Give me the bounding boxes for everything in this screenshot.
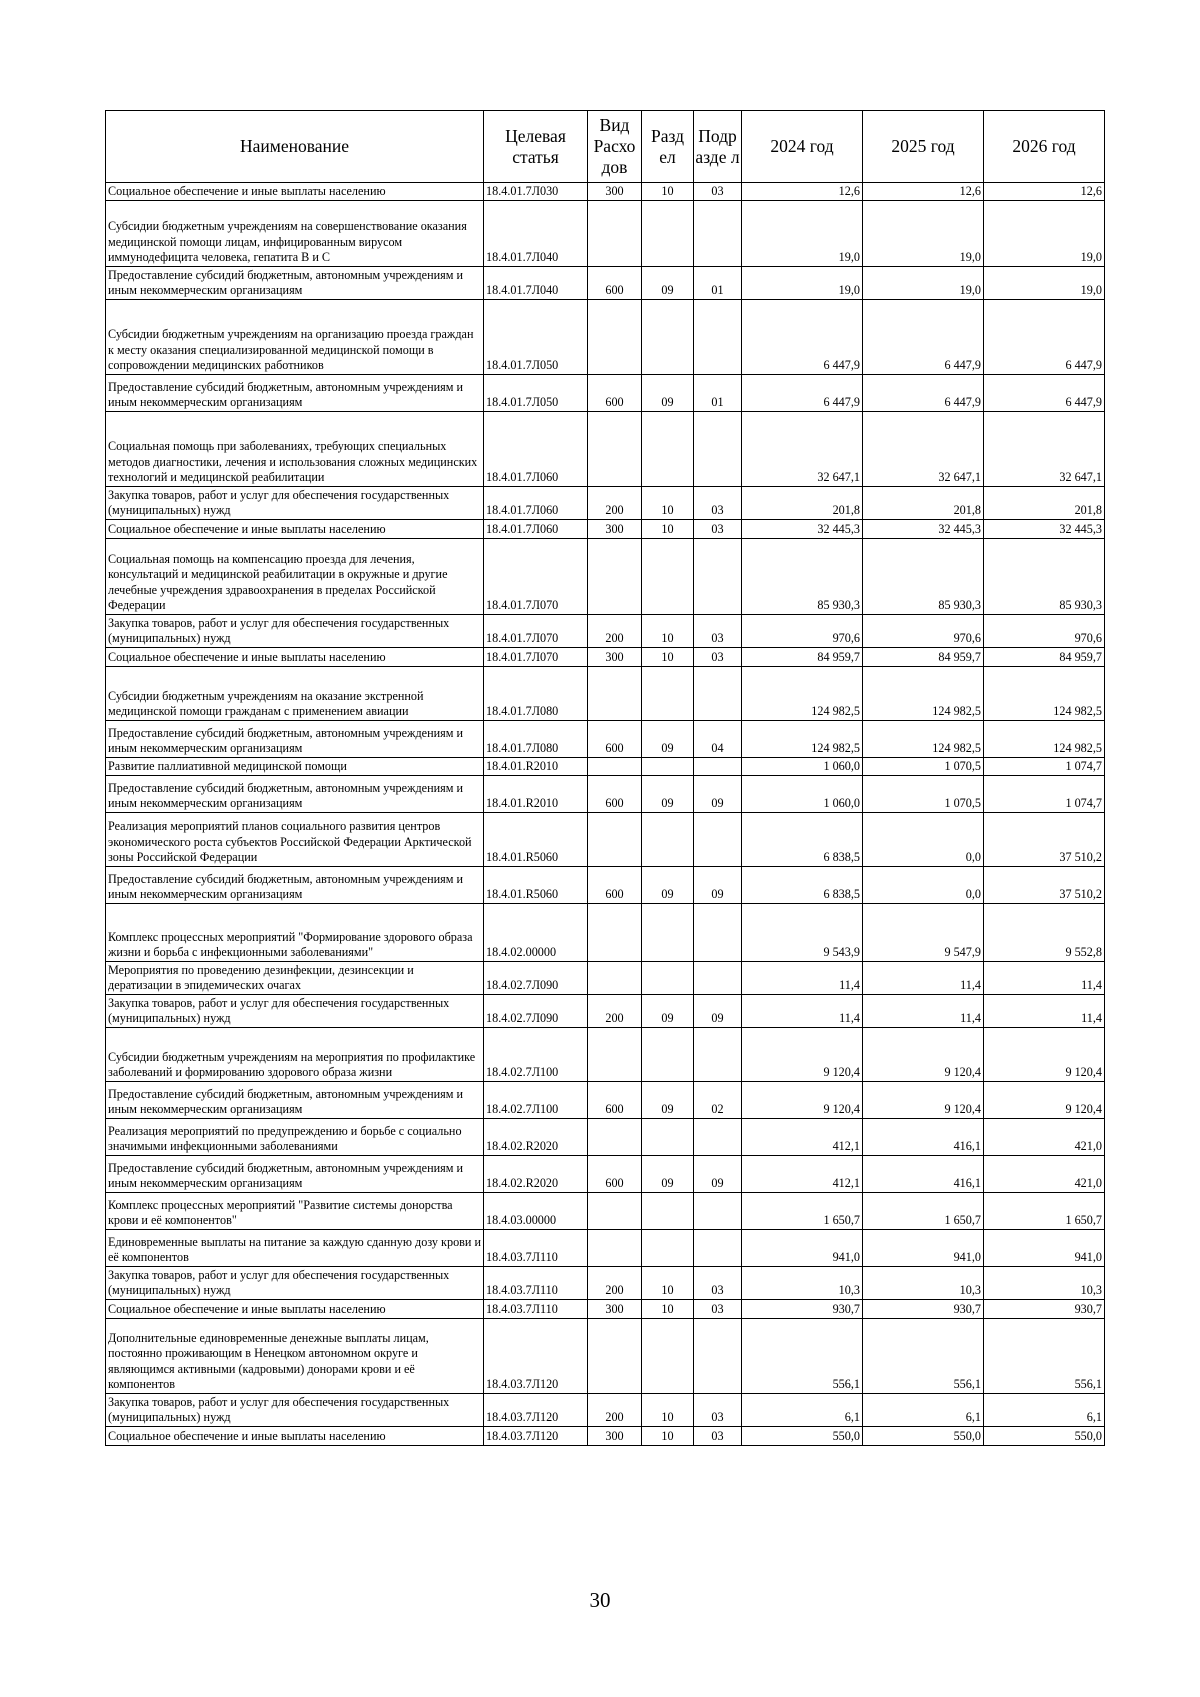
cell-2025: 930,7 (863, 1300, 984, 1319)
cell-2024: 6 447,9 (742, 300, 863, 375)
cell-kind: 200 (588, 995, 642, 1028)
table-row (106, 201, 1105, 267)
table-row (106, 1028, 1105, 1082)
cell-section: 10 (642, 648, 694, 667)
cell-2025: 32 445,3 (863, 520, 984, 539)
cell-article: 18.4.03.7Л110 (484, 1267, 588, 1300)
cell-article: 18.4.03.7Л110 (484, 1300, 588, 1319)
cell-section: 10 (642, 1427, 694, 1446)
table-row (106, 667, 1105, 721)
table-row (106, 1394, 1105, 1427)
cell-subsection: 09 (694, 995, 742, 1028)
cell-subsection (694, 667, 742, 721)
cell-section: 10 (642, 487, 694, 520)
cell-2025: 6 447,9 (863, 300, 984, 375)
cell-section (642, 1193, 694, 1230)
cell-kind (588, 758, 642, 776)
cell-name: Предоставление субсидий бюджетным, автономным учреждениям и иным некоммерческим организациям (106, 1082, 484, 1119)
cell-kind: 600 (588, 1156, 642, 1193)
cell-subsection: 01 (694, 267, 742, 300)
cell-section (642, 201, 694, 267)
cell-kind (588, 1028, 642, 1082)
cell-2024: 1 650,7 (742, 1193, 863, 1230)
cell-article: 18.4.03.7Л120 (484, 1394, 588, 1427)
cell-2025: 416,1 (863, 1156, 984, 1193)
cell-name: Закупка товаров, работ и услуг для обеспечения государственных (муниципальных) нужд (106, 1267, 484, 1300)
cell-article: 18.4.02.7Л090 (484, 962, 588, 995)
cell-name: Реализация мероприятий по предупреждению и борьбе с социально значимыми инфекционными заболеваниями (106, 1119, 484, 1156)
cell-name: Единовременные выплаты на питание за каждую сданную дозу крови и её компонентов (106, 1230, 484, 1267)
cell-kind: 600 (588, 776, 642, 813)
cell-subsection: 03 (694, 1300, 742, 1319)
table-body (106, 183, 1105, 1446)
cell-subsection: 03 (694, 1394, 742, 1427)
cell-section (642, 1319, 694, 1394)
table-row (106, 1319, 1105, 1394)
cell-article: 18.4.03.7Л110 (484, 1230, 588, 1267)
cell-2025: 124 982,5 (863, 721, 984, 758)
cell-2024: 85 930,3 (742, 539, 863, 615)
table-row (106, 1119, 1105, 1156)
cell-name: Закупка товаров, работ и услуг для обеспечения государственных (муниципальных) нужд (106, 487, 484, 520)
cell-name: Комплекс процессных мероприятий "Развитие системы донорства крови и её компонентов" (106, 1193, 484, 1230)
cell-name: Субсидии бюджетным учреждениям на мероприятия по профилактике заболеваний и формированию здорового образа жизни (106, 1028, 484, 1082)
cell-2024: 9 120,4 (742, 1082, 863, 1119)
cell-subsection: 03 (694, 487, 742, 520)
cell-subsection (694, 1319, 742, 1394)
cell-2025: 6,1 (863, 1394, 984, 1427)
cell-subsection: 04 (694, 721, 742, 758)
cell-2024: 9 543,9 (742, 904, 863, 962)
table-row (106, 721, 1105, 758)
cell-name: Мероприятия по проведению дезинфекции, дезинсекции и дератизации в эпидемических очагах (106, 962, 484, 995)
cell-2026: 1 074,7 (984, 758, 1105, 776)
cell-section (642, 1119, 694, 1156)
cell-section: 10 (642, 520, 694, 539)
table-row (106, 183, 1105, 201)
cell-2026: 550,0 (984, 1427, 1105, 1446)
cell-2024: 6 838,5 (742, 813, 863, 867)
table-row (106, 1082, 1105, 1119)
cell-2024: 6 838,5 (742, 867, 863, 904)
cell-subsection (694, 962, 742, 995)
table-row (106, 1300, 1105, 1319)
cell-2025: 416,1 (863, 1119, 984, 1156)
cell-2026: 84 959,7 (984, 648, 1105, 667)
cell-article: 18.4.01.7Л070 (484, 615, 588, 648)
cell-2024: 19,0 (742, 267, 863, 300)
cell-2025: 1 650,7 (863, 1193, 984, 1230)
cell-2026: 32 647,1 (984, 412, 1105, 487)
cell-subsection: 03 (694, 1267, 742, 1300)
cell-subsection: 09 (694, 776, 742, 813)
cell-kind: 200 (588, 487, 642, 520)
cell-2026: 1 650,7 (984, 1193, 1105, 1230)
cell-2025: 9 120,4 (863, 1082, 984, 1119)
cell-2026: 421,0 (984, 1156, 1105, 1193)
cell-article: 18.4.01.7Л050 (484, 375, 588, 412)
cell-2025: 1 070,5 (863, 758, 984, 776)
table-row (106, 776, 1105, 813)
cell-name: Предоставление субсидий бюджетным, автономным учреждениям и иным некоммерческим организациям (106, 1156, 484, 1193)
cell-article: 18.4.01.R2010 (484, 776, 588, 813)
cell-section (642, 667, 694, 721)
cell-subsection (694, 1193, 742, 1230)
cell-2024: 412,1 (742, 1156, 863, 1193)
table-row (106, 300, 1105, 375)
cell-2026: 85 930,3 (984, 539, 1105, 615)
cell-section: 10 (642, 1394, 694, 1427)
cell-subsection (694, 758, 742, 776)
cell-article: 18.4.01.7Л040 (484, 201, 588, 267)
cell-2026: 6,1 (984, 1394, 1105, 1427)
cell-section: 09 (642, 721, 694, 758)
cell-2024: 941,0 (742, 1230, 863, 1267)
cell-section (642, 539, 694, 615)
cell-section (642, 813, 694, 867)
cell-section: 10 (642, 183, 694, 201)
cell-2024: 124 982,5 (742, 667, 863, 721)
cell-article: 18.4.02.R2020 (484, 1156, 588, 1193)
cell-2024: 9 120,4 (742, 1028, 863, 1082)
cell-2026: 930,7 (984, 1300, 1105, 1319)
cell-article: 18.4.01.7Л060 (484, 487, 588, 520)
cell-article: 18.4.02.7Л100 (484, 1028, 588, 1082)
cell-section: 10 (642, 1267, 694, 1300)
header-article: Целевая статья (484, 111, 588, 183)
table-row (106, 1193, 1105, 1230)
cell-section: 10 (642, 615, 694, 648)
table-row (106, 375, 1105, 412)
cell-kind: 600 (588, 267, 642, 300)
table-row (106, 867, 1105, 904)
cell-article: 18.4.02.00000 (484, 904, 588, 962)
cell-article: 18.4.01.7Л040 (484, 267, 588, 300)
cell-kind (588, 539, 642, 615)
cell-section: 10 (642, 1300, 694, 1319)
cell-article: 18.4.01.7Л060 (484, 412, 588, 487)
cell-2024: 6 447,9 (742, 375, 863, 412)
cell-2024: 6,1 (742, 1394, 863, 1427)
cell-kind (588, 1319, 642, 1394)
cell-subsection: 03 (694, 520, 742, 539)
cell-section (642, 300, 694, 375)
cell-article: 18.4.03.7Л120 (484, 1319, 588, 1394)
cell-2024: 124 982,5 (742, 721, 863, 758)
cell-2026: 37 510,2 (984, 813, 1105, 867)
cell-2026: 11,4 (984, 995, 1105, 1028)
cell-kind: 600 (588, 721, 642, 758)
header-2026: 2026 год (984, 111, 1105, 183)
cell-kind: 600 (588, 867, 642, 904)
cell-2026: 9 120,4 (984, 1028, 1105, 1082)
cell-section (642, 904, 694, 962)
cell-name: Субсидии бюджетным учреждениям на совершенствование оказания медицинской помощи лицам, инфицированным вирусом иммунодефицита человека, гепатита B и C (106, 201, 484, 267)
cell-kind: 600 (588, 375, 642, 412)
cell-subsection: 03 (694, 615, 742, 648)
table-row (106, 962, 1105, 995)
cell-name: Предоставление субсидий бюджетным, автономным учреждениям и иным некоммерческим организациям (106, 375, 484, 412)
cell-kind (588, 962, 642, 995)
table-row (106, 1156, 1105, 1193)
cell-article: 18.4.02.7Л100 (484, 1082, 588, 1119)
cell-2024: 412,1 (742, 1119, 863, 1156)
cell-kind: 200 (588, 1267, 642, 1300)
cell-kind (588, 813, 642, 867)
cell-section (642, 758, 694, 776)
cell-2026: 37 510,2 (984, 867, 1105, 904)
table-row (106, 520, 1105, 539)
cell-2026: 1 074,7 (984, 776, 1105, 813)
cell-subsection (694, 813, 742, 867)
cell-2025: 10,3 (863, 1267, 984, 1300)
cell-2026: 201,8 (984, 487, 1105, 520)
cell-2026: 124 982,5 (984, 721, 1105, 758)
cell-kind: 600 (588, 1082, 642, 1119)
cell-article: 18.4.02.R2020 (484, 1119, 588, 1156)
cell-name: Социальное обеспечение и иные выплаты населению (106, 183, 484, 201)
cell-2026: 9 120,4 (984, 1082, 1105, 1119)
cell-name: Реализация мероприятий планов социального развития центров экономического роста субъектов Российской Федерации Арктической зоны Российской Федерации (106, 813, 484, 867)
cell-2024: 12,6 (742, 183, 863, 201)
cell-name: Социальное обеспечение и иные выплаты населению (106, 1427, 484, 1446)
cell-article: 18.4.01.R2010 (484, 758, 588, 776)
cell-2024: 1 060,0 (742, 776, 863, 813)
header-section: Разд ел (642, 111, 694, 183)
cell-article: 18.4.01.7Л070 (484, 648, 588, 667)
cell-article: 18.4.01.7Л030 (484, 183, 588, 201)
table-row (106, 904, 1105, 962)
cell-2025: 9 120,4 (863, 1028, 984, 1082)
cell-2025: 11,4 (863, 995, 984, 1028)
cell-2024: 11,4 (742, 962, 863, 995)
cell-name: Предоставление субсидий бюджетным, автономным учреждениям и иным некоммерческим организациям (106, 776, 484, 813)
header-subsection: Подр азде л (694, 111, 742, 183)
cell-2026: 19,0 (984, 201, 1105, 267)
cell-2025: 19,0 (863, 267, 984, 300)
cell-2025: 941,0 (863, 1230, 984, 1267)
cell-name: Предоставление субсидий бюджетным, автономным учреждениям и иным некоммерческим организациям (106, 867, 484, 904)
cell-2026: 421,0 (984, 1119, 1105, 1156)
cell-article: 18.4.01.7Л080 (484, 667, 588, 721)
cell-subsection: 03 (694, 1427, 742, 1446)
table-header (106, 111, 1105, 183)
table-row (106, 487, 1105, 520)
cell-2025: 556,1 (863, 1319, 984, 1394)
table-row (106, 758, 1105, 776)
cell-subsection (694, 539, 742, 615)
cell-article: 18.4.03.7Л120 (484, 1427, 588, 1446)
cell-2024: 32 647,1 (742, 412, 863, 487)
cell-subsection (694, 1028, 742, 1082)
cell-2024: 19,0 (742, 201, 863, 267)
header-row (106, 111, 1105, 183)
cell-2024: 1 060,0 (742, 758, 863, 776)
cell-2026: 19,0 (984, 267, 1105, 300)
cell-section: 09 (642, 1082, 694, 1119)
cell-name: Субсидии бюджетным учреждениям на оказание экстренной медицинской помощи гражданам с применением авиации (106, 667, 484, 721)
cell-section (642, 1230, 694, 1267)
cell-name: Дополнительные единовременные денежные выплаты лицам, постоянно проживающим в Ненецком автономном округе и являющимся активными (кадровыми) донорами крови и её компонентов (106, 1319, 484, 1394)
table-row (106, 1267, 1105, 1300)
cell-2025: 1 070,5 (863, 776, 984, 813)
cell-kind (588, 1119, 642, 1156)
cell-article: 18.4.03.00000 (484, 1193, 588, 1230)
cell-section: 09 (642, 995, 694, 1028)
cell-kind: 300 (588, 648, 642, 667)
cell-2026: 32 445,3 (984, 520, 1105, 539)
cell-name: Субсидии бюджетным учреждениям на организацию проезда граждан к месту оказания специализированной медицинской помощи в сопровождении медицинских работников (106, 300, 484, 375)
cell-2024: 970,6 (742, 615, 863, 648)
cell-kind: 200 (588, 615, 642, 648)
table-row (106, 995, 1105, 1028)
cell-2026: 11,4 (984, 962, 1105, 995)
cell-section: 09 (642, 867, 694, 904)
table-row (106, 539, 1105, 615)
cell-name: Социальное обеспечение и иные выплаты населению (106, 520, 484, 539)
cell-2025: 124 982,5 (863, 667, 984, 721)
cell-subsection (694, 1119, 742, 1156)
cell-2024: 10,3 (742, 1267, 863, 1300)
cell-name: Предоставление субсидий бюджетным, автономным учреждениям и иным некоммерческим организациям (106, 721, 484, 758)
cell-subsection (694, 300, 742, 375)
cell-article: 18.4.01.R5060 (484, 813, 588, 867)
table-row (106, 267, 1105, 300)
cell-2025: 201,8 (863, 487, 984, 520)
table-row (106, 1427, 1105, 1446)
cell-kind (588, 904, 642, 962)
cell-section (642, 962, 694, 995)
cell-name: Комплекс процессных мероприятий "Формирование здорового образа жизни и борьба с инфекционными заболеваниями" (106, 904, 484, 962)
cell-2025: 0,0 (863, 813, 984, 867)
cell-2025: 6 447,9 (863, 375, 984, 412)
cell-article: 18.4.01.7Л080 (484, 721, 588, 758)
page-number: 30 (589, 1588, 611, 1612)
cell-article: 18.4.01.7Л060 (484, 520, 588, 539)
cell-2024: 556,1 (742, 1319, 863, 1394)
cell-name: Социальное обеспечение и иные выплаты населению (106, 1300, 484, 1319)
header-kind: Вид Расхо дов (588, 111, 642, 183)
cell-kind (588, 667, 642, 721)
cell-2025: 9 547,9 (863, 904, 984, 962)
cell-2026: 6 447,9 (984, 300, 1105, 375)
table-row (106, 1230, 1105, 1267)
cell-subsection: 02 (694, 1082, 742, 1119)
cell-subsection: 09 (694, 1156, 742, 1193)
cell-kind (588, 300, 642, 375)
cell-kind (588, 1193, 642, 1230)
cell-name: Развитие паллиативной медицинской помощи (106, 758, 484, 776)
cell-2024: 11,4 (742, 995, 863, 1028)
cell-subsection: 09 (694, 867, 742, 904)
cell-section (642, 1028, 694, 1082)
table-row (106, 813, 1105, 867)
cell-2026: 10,3 (984, 1267, 1105, 1300)
cell-section: 09 (642, 776, 694, 813)
cell-2026: 970,6 (984, 615, 1105, 648)
cell-subsection (694, 412, 742, 487)
cell-kind (588, 412, 642, 487)
cell-name: Предоставление субсидий бюджетным, автономным учреждениям и иным некоммерческим организациям (106, 267, 484, 300)
cell-subsection (694, 1230, 742, 1267)
cell-name: Социальная помощь на компенсацию проезда для лечения, консультаций и медицинской реабилитации в окружные и другие лечебные учреждения здравоохранения в пределах Российской Федерации (106, 539, 484, 615)
cell-name: Социальное обеспечение и иные выплаты населению (106, 648, 484, 667)
cell-2026: 124 982,5 (984, 667, 1105, 721)
cell-section: 09 (642, 267, 694, 300)
cell-article: 18.4.02.7Л090 (484, 995, 588, 1028)
cell-2024: 32 445,3 (742, 520, 863, 539)
cell-2025: 11,4 (863, 962, 984, 995)
cell-2024: 84 959,7 (742, 648, 863, 667)
table-row (106, 615, 1105, 648)
cell-2026: 556,1 (984, 1319, 1105, 1394)
cell-2025: 970,6 (863, 615, 984, 648)
cell-article: 18.4.01.7Л070 (484, 539, 588, 615)
cell-subsection (694, 904, 742, 962)
header-2025: 2025 год (863, 111, 984, 183)
cell-name: Закупка товаров, работ и услуг для обеспечения государственных (муниципальных) нужд (106, 615, 484, 648)
cell-article: 18.4.01.R5060 (484, 867, 588, 904)
cell-2025: 85 930,3 (863, 539, 984, 615)
table-row (106, 648, 1105, 667)
cell-2025: 32 647,1 (863, 412, 984, 487)
cell-article: 18.4.01.7Л050 (484, 300, 588, 375)
cell-2026: 941,0 (984, 1230, 1105, 1267)
cell-kind: 300 (588, 1300, 642, 1319)
budget-table (105, 110, 1105, 1446)
cell-kind (588, 1230, 642, 1267)
header-2024: 2024 год (742, 111, 863, 183)
cell-subsection: 03 (694, 183, 742, 201)
cell-kind: 300 (588, 183, 642, 201)
cell-2025: 12,6 (863, 183, 984, 201)
cell-2026: 12,6 (984, 183, 1105, 201)
header-name: Наименование (106, 111, 484, 183)
cell-kind: 300 (588, 520, 642, 539)
cell-2025: 550,0 (863, 1427, 984, 1446)
cell-2026: 9 552,8 (984, 904, 1105, 962)
cell-subsection: 03 (694, 648, 742, 667)
cell-subsection (694, 201, 742, 267)
cell-2025: 19,0 (863, 201, 984, 267)
cell-section (642, 412, 694, 487)
cell-subsection: 01 (694, 375, 742, 412)
cell-2024: 930,7 (742, 1300, 863, 1319)
table-row (106, 412, 1105, 487)
cell-kind (588, 201, 642, 267)
cell-section: 09 (642, 375, 694, 412)
cell-2025: 84 959,7 (863, 648, 984, 667)
cell-kind: 200 (588, 1394, 642, 1427)
cell-section: 09 (642, 1156, 694, 1193)
cell-2025: 0,0 (863, 867, 984, 904)
cell-name: Социальная помощь при заболеваниях, требующих специальных методов диагностики, лечения и использования сложных медицинских технологий и медицинской реабилитации (106, 412, 484, 487)
cell-2024: 550,0 (742, 1427, 863, 1446)
cell-2024: 201,8 (742, 487, 863, 520)
cell-name: Закупка товаров, работ и услуг для обеспечения государственных (муниципальных) нужд (106, 995, 484, 1028)
cell-kind: 300 (588, 1427, 642, 1446)
cell-name: Закупка товаров, работ и услуг для обеспечения государственных (муниципальных) нужд (106, 1394, 484, 1427)
cell-2026: 6 447,9 (984, 375, 1105, 412)
